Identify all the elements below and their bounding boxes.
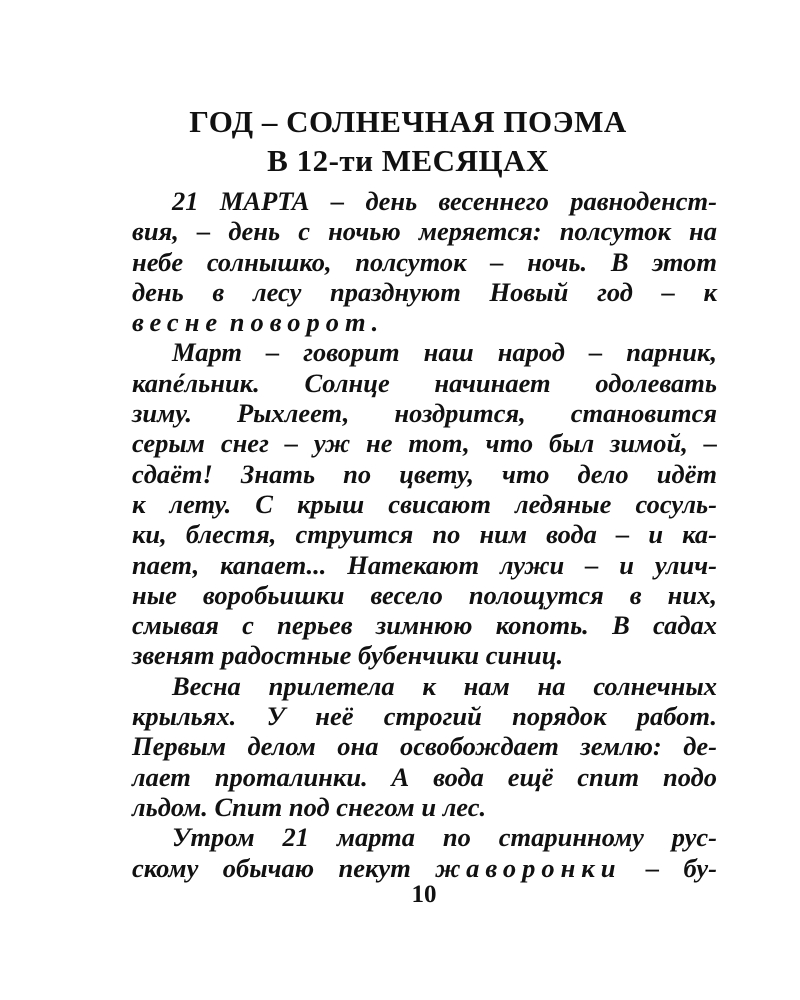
text-line: серым снег – уж не тот, что был зимой, – xyxy=(132,428,717,459)
spaced-word: жаворонки xyxy=(435,852,622,883)
text-line: Весна прилетела к нам на солнечных xyxy=(172,670,717,701)
text-line: смывая с перьев зимнюю копоть. В садах xyxy=(132,610,717,641)
text-line: капéльник. Солнце начинает одолевать xyxy=(132,367,717,398)
spaced-word: поворот xyxy=(229,307,372,338)
chapter-title xyxy=(0,102,800,180)
text-line: ки, блестя, струится по ним вода – и ка- xyxy=(132,519,717,550)
chapter-title-line-2: В 12-ти МЕСЯЦАХ xyxy=(267,143,549,178)
spaced-word: весне xyxy=(132,307,224,338)
text-line: сдаёт! Знать по цвету, что дело идёт xyxy=(132,458,717,489)
text-line: ные воробьишки весело полощутся в них, xyxy=(132,579,717,610)
text-line: пает, капает... Натекают лужи – и улич- xyxy=(132,549,717,580)
text-line: весне поворот. xyxy=(132,307,379,338)
page-number: 10 xyxy=(411,881,437,908)
text-line: Первым делом она освобождает землю: де- xyxy=(132,731,717,762)
text-line: небе солнышко, полсуток – ночь. В этот xyxy=(132,246,717,277)
text-line: вия, – день с ночью меряется: полсуток на xyxy=(132,216,717,247)
text-line: скому обычаю пекут жаворонки – бу- xyxy=(132,852,717,883)
text-line: звенят радостные бубенчики синиц. xyxy=(132,640,564,671)
text-line: к лету. С крыш свисают ледяные сосуль- xyxy=(132,488,717,519)
text-line: Утром 21 марта по старинному рус- xyxy=(172,822,717,853)
chapter-title-line-1: ГОД – СОЛНЕЧНАЯ ПОЭМА xyxy=(189,104,627,139)
text-line: день в лесу празднуют Новый год – к xyxy=(132,276,717,307)
text-line: льдом. Спит под снегом и лес. xyxy=(132,791,487,822)
text-line: Март – говорит наш народ – парник, xyxy=(172,337,717,368)
text-line: 21 МАРТА – день весеннего равноденст- xyxy=(172,186,717,216)
text-line: крыльях. У неё строгий порядок работ. xyxy=(132,701,717,732)
text-line: лает проталинки. А вода ещё спит подо xyxy=(132,761,717,792)
body-text xyxy=(132,186,717,883)
text-line: зиму. Рыхлеет, ноздрится, становится xyxy=(132,398,717,429)
